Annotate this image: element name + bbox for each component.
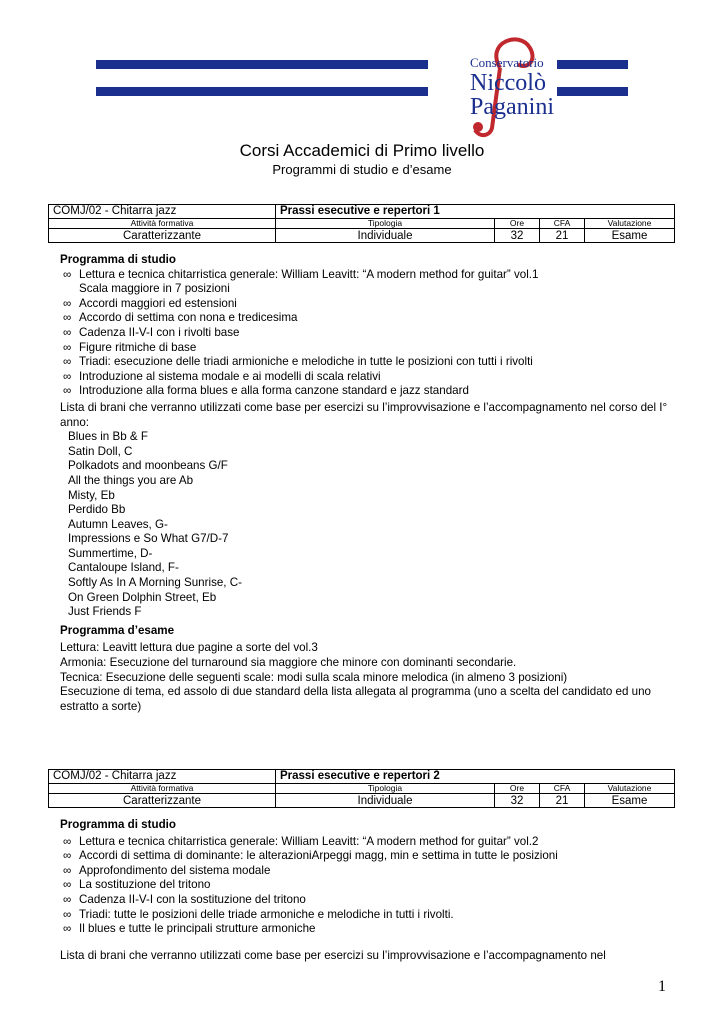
- header-bar-right-2: [557, 87, 628, 96]
- course-1-content: [60, 253, 680, 714]
- value-type: Individuale: [276, 229, 495, 243]
- exam-heading: Programma d’esame: [60, 623, 175, 637]
- value-evaluation: Esame: [585, 794, 675, 808]
- bullet-icon: ∞: [63, 355, 72, 369]
- study-list: [60, 835, 680, 937]
- value-evaluation: Esame: [585, 229, 675, 243]
- song-list: [60, 430, 680, 620]
- course-name: Prassi esecutive e repertori 1: [276, 205, 675, 219]
- page-title: Corsi Accademici di Primo livello: [239, 141, 485, 160]
- list-item: ∞ Lettura e tecnica chitarristica generale: William Leavitt: “A modern method for guitar” vol.2: [63, 834, 539, 848]
- bullet-icon: ∞: [63, 892, 72, 906]
- song-item: Summertime, D-: [68, 546, 153, 560]
- list-item: ∞ Accordo di settima con nona e tredicesima: [63, 311, 298, 325]
- value-cfa: 21: [540, 229, 585, 243]
- bullet-icon: ∞: [63, 922, 72, 936]
- song-item: Just Friends F: [68, 605, 142, 619]
- bullet-icon: ∞: [63, 311, 72, 325]
- header-bar-left: [96, 60, 428, 69]
- bullet-icon: ∞: [63, 296, 72, 310]
- list-item: ∞ Accordi maggiori ed estensioni: [63, 296, 237, 310]
- course-name: Prassi esecutive e repertori 2: [276, 770, 675, 784]
- song-item: Cantaloupe Island, F-: [68, 561, 179, 575]
- list-item: ∞ La sostituzione del tritono: [63, 878, 211, 892]
- logo-text: [470, 56, 554, 119]
- list-item: ∞ Introduzione al sistema modale e ai modelli di scala relativi: [63, 369, 381, 383]
- value-cfa: 21: [540, 794, 585, 808]
- course-code: COMJ/02 - Chitarra jazz: [49, 770, 276, 784]
- bullet-icon: ∞: [63, 267, 72, 281]
- value-activity: Caratterizzante: [49, 794, 276, 808]
- song-item: Blues in Bb & F: [68, 430, 148, 444]
- song-item: Autumn Leaves, G-: [68, 517, 168, 531]
- bullet-icon: ∞: [63, 340, 72, 354]
- header-evaluation: Valutazione: [585, 219, 675, 229]
- song-item: Softly As In A Morning Sunrise, C-: [68, 576, 242, 590]
- logo-line-1: Conservatorio: [470, 55, 544, 70]
- bullet-icon: ∞: [63, 384, 72, 398]
- value-type: Individuale: [276, 794, 495, 808]
- song-list-intro: Lista di brani che verranno utilizzati come base per esercizi su l’improvvisazione e l’accompagnamento nel corso del I° anno:: [60, 400, 668, 429]
- header-activity: Attività formativa: [49, 219, 276, 229]
- list-item: ∞ Introduzione alla forma blues e alla forma canzone standard e jazz standard: [63, 384, 469, 398]
- exam-line: Esecuzione di tema, ed assolo di due standard della lista allegata al programma (uno a scelta del candidato ed uno estratto a sorte): [60, 685, 652, 713]
- header-bar-left-2: [96, 87, 428, 96]
- page-subtitle: Programmi di studio e d’esame: [272, 162, 452, 177]
- exam-line: Lettura: Leavitt lettura due pagine a sorte del vol.3: [60, 641, 318, 655]
- bullet-icon: ∞: [63, 325, 72, 339]
- list-item: ∞ Triadi: esecuzione delle triadi armioniche e melodiche in tutte le posizioni con tutti i rivolti: [63, 355, 533, 369]
- header-hours: Ore: [495, 219, 540, 229]
- value-hours: 32: [495, 794, 540, 808]
- list-item: ∞ Triadi: tutte le posizioni delle triade armoniche e melodiche in tutti i rivolti.: [63, 907, 454, 921]
- page-number: 1: [658, 978, 666, 995]
- exam-line: Tecnica: Esecuzione delle seguenti scale: modi sulla scala minore melodica (in almeno 3 posizioni): [60, 670, 568, 684]
- study-list: [60, 268, 680, 399]
- song-item: Satin Doll, C: [68, 444, 133, 458]
- logo-line-3: Paganini: [470, 94, 554, 120]
- song-list-intro: Lista di brani che verranno utilizzati come base per esercizi su l’improvvisazione e l’accompagnamento nel: [60, 948, 606, 962]
- header-evaluation: Valutazione: [585, 784, 675, 794]
- bullet-icon: ∞: [63, 849, 72, 863]
- song-item: Misty, Eb: [68, 488, 115, 502]
- bullet-icon: ∞: [63, 834, 72, 848]
- song-item: Perdido Bb: [68, 503, 126, 517]
- list-item: ∞ Cadenza II-V-I con i rivolti base: [63, 325, 240, 339]
- study-heading: Programma di studio: [60, 818, 176, 831]
- header-bar-right: [557, 60, 628, 69]
- list-item: ∞ Il blues e tutte le principali strutture armoniche: [63, 922, 316, 936]
- header-type: Tipologia: [276, 219, 495, 229]
- header-type: Tipologia: [276, 784, 495, 794]
- song-item: All the things you are Ab: [68, 473, 194, 487]
- list-item: ∞ Lettura e tecnica chitarristica generale: William Leavitt: “A modern method for guitar” vol.1: [63, 267, 539, 281]
- list-item: ∞ Figure ritmiche di base: [63, 340, 197, 354]
- logo-line-2: Niccolò: [470, 70, 546, 96]
- bullet-icon: ∞: [63, 878, 72, 892]
- exam-line: Armonia: Esecuzione del turnaround sia maggiore che minore con dominanti secondarie.: [60, 656, 517, 670]
- study-heading: Programma di studio: [60, 253, 176, 266]
- list-item: ∞ Cadenza II-V-I con la sostituzione del tritono: [63, 892, 306, 906]
- bullet-icon: ∞: [63, 369, 72, 383]
- course-code: COMJ/02 - Chitarra jazz: [49, 205, 276, 219]
- course-2-content: [60, 818, 680, 963]
- header-activity: Attività formativa: [49, 784, 276, 794]
- header-hours: Ore: [495, 784, 540, 794]
- course-table-2: [48, 769, 675, 808]
- header-cfa: CFA: [540, 219, 585, 229]
- song-item: Impressions e So What G7/D-7: [68, 532, 229, 546]
- bullet-icon: ∞: [63, 863, 72, 877]
- list-item: ∞ Accordi di settima di dominante: le alterazioniArpeggi magg, min e settima in tutte le posizioni: [63, 849, 558, 863]
- value-activity: Caratterizzante: [49, 229, 276, 243]
- song-item: On Green Dolphin Street, Eb: [68, 590, 217, 604]
- list-item: ∞ Approfondimento del sistema modale: [63, 863, 271, 877]
- value-hours: 32: [495, 229, 540, 243]
- bullet-icon: ∞: [63, 907, 72, 921]
- course-table-1: [48, 204, 675, 243]
- song-item: Polkadots and moonbeans G/F: [68, 459, 228, 473]
- list-item: Scala maggiore in 7 posizioni: [79, 282, 230, 296]
- header-cfa: CFA: [540, 784, 585, 794]
